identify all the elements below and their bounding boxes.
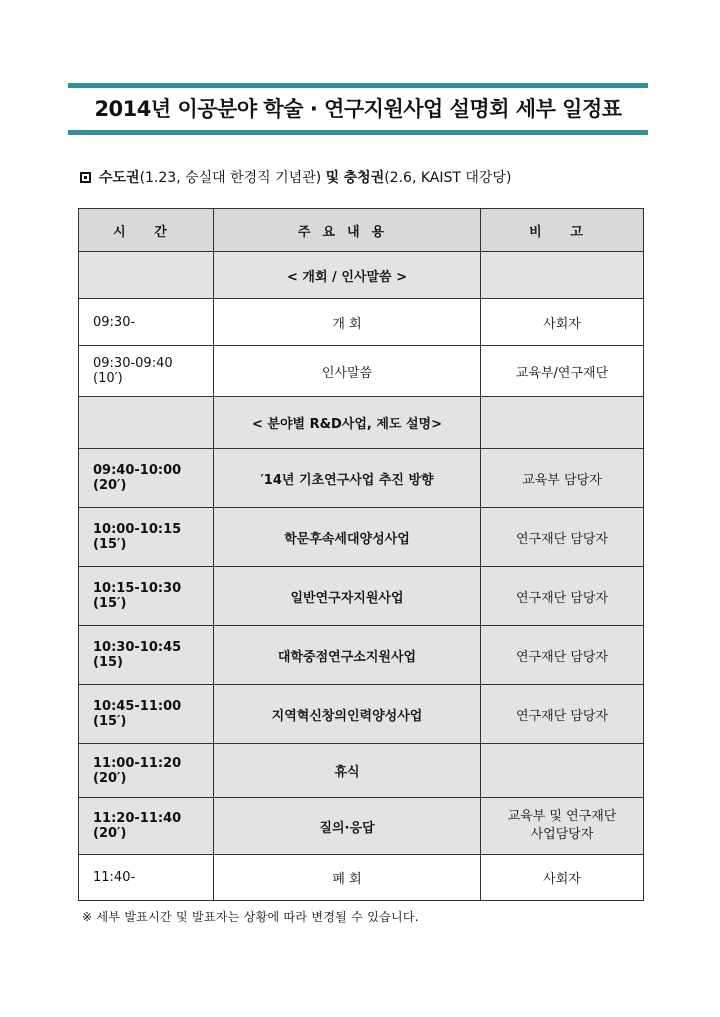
note-cell [481, 252, 644, 299]
table-row [79, 626, 644, 685]
region2-detail: (2.6, KAIST 대강당) [384, 170, 512, 186]
note-cell: 연구재단 담당자 [481, 685, 644, 744]
table-row [79, 449, 644, 508]
note-cell: 연구재단 담당자 [481, 508, 644, 567]
table-row [79, 744, 644, 798]
time-cell: 09:30-09:40 (10′) [79, 346, 214, 397]
region1-label: 수도권 [99, 170, 140, 186]
footnote: ※ 세부 발표시간 및 발표자는 상황에 따라 변경될 수 있습니다. [82, 910, 419, 924]
note-cell: 연구재단 담당자 [481, 567, 644, 626]
note-cell: 교육부 담당자 [481, 449, 644, 508]
note-cell: 사회자 [481, 855, 644, 901]
time-cell: 10:15-10:30 (15′) [79, 567, 214, 626]
note-cell: 교육부/연구재단 [481, 346, 644, 397]
table-row [79, 346, 644, 397]
title-block [68, 83, 648, 135]
time-cell: 11:40- [79, 855, 214, 901]
content-cell: 개 회 [214, 299, 481, 346]
content-cell: 학문후속세대양성사업 [214, 508, 481, 567]
content-cell: 휴식 [214, 744, 481, 798]
table-row [79, 685, 644, 744]
content-cell: < 개회 / 인사말씀 > [214, 252, 481, 299]
region1-detail: (1.23, 숭실대 한경직 기념관) [139, 170, 322, 186]
table-row [79, 798, 644, 855]
note-cell: 연구재단 담당자 [481, 626, 644, 685]
region2-label: 충청권 [343, 170, 385, 186]
header-time: 시 간 [79, 209, 214, 252]
table-row [79, 855, 644, 901]
square-bullet-icon [80, 172, 91, 183]
table-row [79, 252, 644, 299]
time-cell: 11:00-11:20 (20′) [79, 744, 214, 798]
note-cell [481, 798, 644, 855]
schedule-table [78, 208, 644, 901]
time-cell [79, 397, 214, 449]
content-cell: 질의·응답 [214, 798, 481, 855]
note-cell [481, 397, 644, 449]
content-cell: 인사말씀 [214, 346, 481, 397]
table-header-row [79, 209, 644, 252]
time-cell: 09:40-10:00 (20′) [79, 449, 214, 508]
note-cell: 사회자 [481, 299, 644, 346]
time-cell: 10:00-10:15 (15′) [79, 508, 214, 567]
content-cell: < 분야별 R&D사업, 제도 설명> [214, 397, 481, 449]
table-row [79, 299, 644, 346]
note-line: 교육부 및 연구재단 [507, 809, 617, 824]
content-cell: 폐 회 [214, 855, 481, 901]
table-row [79, 397, 644, 449]
table-row [79, 567, 644, 626]
content-cell: ′14년 기초연구사업 추진 방향 [214, 449, 481, 508]
content-cell: 대학중점연구소지원사업 [214, 626, 481, 685]
title-rule-bottom [68, 130, 648, 135]
section-heading [80, 167, 511, 187]
connector-label: 및 [325, 170, 340, 186]
note-cell [481, 744, 644, 798]
header-note: 비 고 [481, 209, 644, 252]
content-cell: 일반연구자지원사업 [214, 567, 481, 626]
header-content: 주요내용 [214, 209, 481, 252]
time-cell [79, 252, 214, 299]
time-cell: 10:45-11:00 (15′) [79, 685, 214, 744]
note-line: 사업담당자 [530, 827, 594, 842]
time-cell: 09:30- [79, 299, 214, 346]
page-title: 2014년 이공분야 학술 · 연구지원사업 설명회 세부 일정표 [94, 97, 622, 121]
time-cell: 10:30-10:45 (15) [79, 626, 214, 685]
table-row [79, 508, 644, 567]
content-cell: 지역혁신창의인력양성사업 [214, 685, 481, 744]
time-cell: 11:20-11:40 (20′) [79, 798, 214, 855]
